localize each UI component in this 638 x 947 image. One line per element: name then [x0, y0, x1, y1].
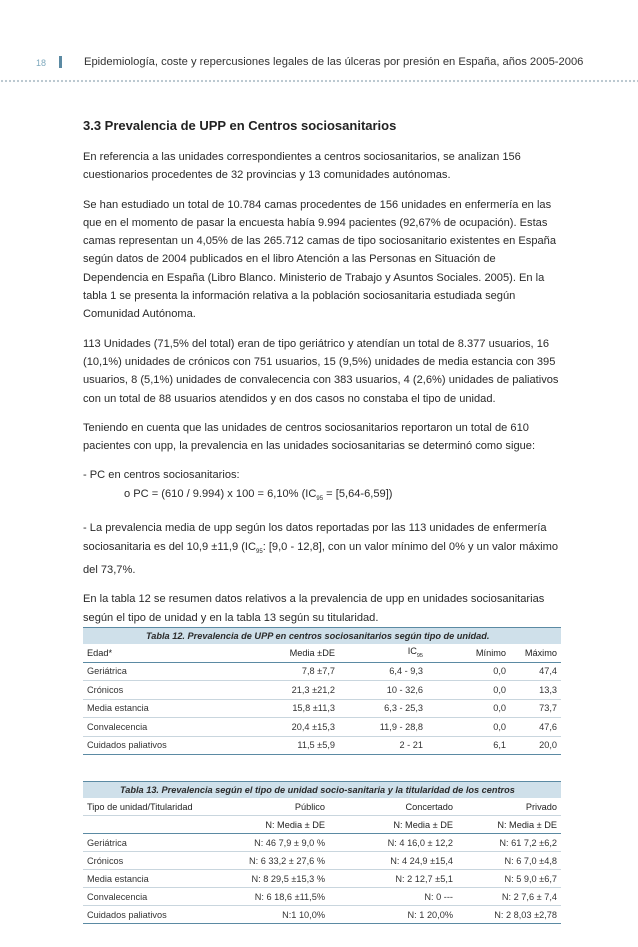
sub-concertado: N: Media ± DE	[329, 816, 457, 834]
table-cell: 10 - 32,6	[386, 684, 423, 695]
col-edad: Edad*	[83, 644, 241, 662]
pc-formula-sub: 95	[316, 495, 324, 502]
table-cell: Media estancia	[87, 703, 149, 714]
table-cell: Convalecencia	[87, 721, 148, 732]
col-ic	[339, 644, 427, 662]
table-cell: 47,4	[539, 666, 557, 677]
col-media: Media ±DE	[241, 644, 339, 662]
table-12	[83, 627, 561, 755]
table-13-subheader-row	[83, 816, 561, 834]
table-cell: N: 4 16,0 ± 12,2	[387, 837, 453, 848]
table-cell: 7,8 ±7,7	[301, 666, 335, 677]
table-cell: 20,4 ±15,3	[291, 721, 335, 732]
table-cell: 0,0	[493, 666, 506, 677]
pc-formula	[83, 485, 561, 509]
table-cell: Geriátrica	[87, 837, 127, 848]
table-cell: 6,3 - 25,3	[384, 703, 423, 714]
page-number: 18	[36, 58, 47, 68]
table-13-header-row	[83, 798, 561, 816]
table-cell: 6,1	[493, 740, 506, 751]
table-row	[83, 736, 561, 755]
col-concertado: Concertado	[405, 801, 453, 812]
table-cell: N: 46 7,9 ± 9,0 %	[254, 837, 325, 848]
table-row	[83, 870, 561, 888]
table-cell: 21,3 ±21,2	[291, 684, 335, 695]
table-row	[83, 681, 561, 700]
table-cell: N: 0 ---	[424, 891, 453, 902]
table-12-caption: Tabla 12. Prevalencia de UPP en centros sociosanitarios según tipo de unidad.	[83, 627, 561, 644]
table-12-header-row	[83, 644, 561, 662]
table-cell: N: 2 7,6 ± 7,4	[501, 891, 557, 902]
paragraph-final: En la tabla 12 se resumen datos relativos a la prevalencia de upp en unidades sociosanitarias según el tipo de unidad y en la tabla 13 según su titularidad.	[83, 593, 545, 624]
pc-label: - PC en centros sociosanitarios:	[83, 469, 240, 482]
col-ic-sub: 95	[416, 653, 423, 660]
header-accent-bar	[59, 56, 62, 68]
table-row	[83, 834, 561, 852]
table-cell: 0,0	[493, 721, 506, 732]
table-cell: Cuidados paliativos	[87, 740, 167, 751]
table-cell: N: 2 8,03 ±2,78	[494, 909, 557, 920]
table-cell: 47,6	[539, 721, 557, 732]
table-cell: 11,5 ±5,9	[297, 740, 335, 751]
sub-privado: N: Media ± DE	[457, 816, 561, 834]
col-minimo: Mínimo	[427, 644, 510, 662]
col-publico: Público	[294, 801, 325, 812]
table-cell: 15,8 ±11,3	[292, 703, 335, 714]
page-header	[26, 54, 616, 76]
paragraph-intro: En referencia a las unidades correspondientes a centros sociosanitarios, se analizan 156 cuestionarios procedentes de 32 provincias y 13 comunidades autónomas.	[83, 151, 521, 182]
col-ic-label: IC	[407, 646, 417, 657]
table-cell: N: 1 20,0%	[407, 909, 453, 920]
table-cell: Cuidados paliativos	[87, 909, 167, 920]
table-cell: 0,0	[493, 684, 506, 695]
table-row	[83, 888, 561, 906]
sub-tipo	[83, 816, 211, 834]
table-cell: N: 6 7,0 ±4,8	[504, 855, 557, 866]
table-cell: N: 8 29,5 ±15,3 %	[251, 873, 325, 884]
paragraph-unidades: 113 Unidades (71,5% del total) eran de tipo geriátrico y atendían un total de 8.377 usuarios, 16 (10,1%) unidades de crónicos con 751 usuarios, 15 (9,5%) unidades de media estancia con 395 usuarios, 8 (5,1%) unidades de convalecencia con 383 usuarios, 4 (2,6%) unidades de paliativos con un total de 88 usuarios atendidos y en dos casos no constaba el tipo de unidad.	[83, 337, 559, 405]
table-cell: N: 6 33,2 ± 27,6 %	[248, 855, 325, 866]
table-13	[83, 781, 561, 924]
table-cell: N: 6 18,6 ±11,5%	[254, 891, 325, 902]
table-cell: 11,9 - 28,8	[379, 721, 423, 732]
running-title: Epidemiología, coste y repercusiones legales de las úlceras por presión en España, años 2005-2006	[84, 56, 584, 68]
sub-publico: N: Media ± DE	[211, 816, 329, 834]
table-cell: 0,0	[493, 703, 506, 714]
col-maximo: Máximo	[510, 644, 561, 662]
table-row	[83, 718, 561, 737]
table-cell: Geriátrica	[87, 666, 127, 677]
table-cell: N:1 10,0%	[282, 909, 325, 920]
table-row	[83, 662, 561, 681]
table-cell: Crónicos	[87, 855, 124, 866]
paragraph-pacientes: Teniendo en cuenta que las unidades de centros sociosanitarios reportaron un total de 610 pacientes con upp, la prevalencia en las unidades sociosanitarias se determinó como sigue:	[83, 421, 536, 453]
section-body	[83, 118, 561, 638]
table-cell: 20,0	[539, 740, 557, 751]
table-cell: N: 5 9,0 ±6,7	[504, 873, 557, 884]
table-cell: N: 61 7,2 ±6,2	[499, 837, 557, 848]
table-13-caption: Tabla 13. Prevalencia según el tipo de unidad socio-sanitaria y la titularidad de los centros	[83, 781, 561, 798]
table-row	[83, 852, 561, 870]
table-cell: Convalecencia	[87, 891, 148, 902]
table-cell: Crónicos	[87, 684, 124, 695]
paragraph-media	[83, 519, 561, 579]
pc-formula-suffix: = [5,64-6,59])	[323, 487, 393, 500]
table-row	[83, 906, 561, 924]
media-suffix: : [9,0 - 12,8], con un valor mínimo del 0% y un valor máximo del 73,7%.	[83, 540, 559, 577]
table-cell: 73,7	[539, 703, 557, 714]
table-cell: N: 4 24,9 ±15,4	[390, 855, 453, 866]
dotted-divider	[0, 79, 638, 83]
media-sub: 95	[256, 548, 263, 555]
table-row	[83, 699, 561, 718]
section-heading: 3.3 Prevalencia de UPP en Centros sociosanitarios	[83, 118, 397, 133]
table-cell: 6,4 - 9,3	[389, 666, 423, 677]
table-cell: Media estancia	[87, 873, 149, 884]
table-cell: 13,3	[539, 684, 557, 695]
table-cell: 2 - 21	[399, 740, 423, 751]
table-cell: N: 2 12,7 ±5,1	[395, 873, 453, 884]
col-tipo: Tipo de unidad/Titularidad	[87, 801, 193, 812]
col-privado: Privado	[525, 801, 557, 812]
paragraph-camas: Se han estudiado un total de 10.784 camas procedentes de 156 unidades en enfermería en las que en el momento de pasar la encuesta había 9.994 pacientes (92,67% de ocupación). Estas camas representan un 4,05% de las 265.712 camas de tipo sociosanitario existentes en España según datos de 2004 publicados en el libro Atención a las Personas en Situación de Dependencia en España (Libro Blanco. Ministerio de Trabajo y Asuntos Sociales. 2005). En la tabla 1 se presenta la información relativa a la población sociosanitaria estudiada según Comunidad Autónoma.	[83, 198, 557, 321]
pc-formula-prefix: o PC = (610 / 9.994) x 100 = 6,10% (IC	[124, 487, 317, 500]
media-prefix: - La prevalencia media de upp según los datos reportadas por las 113 unidades de enfermería sociosanitaria es del 10,9 ±11,9 (IC	[83, 522, 547, 553]
